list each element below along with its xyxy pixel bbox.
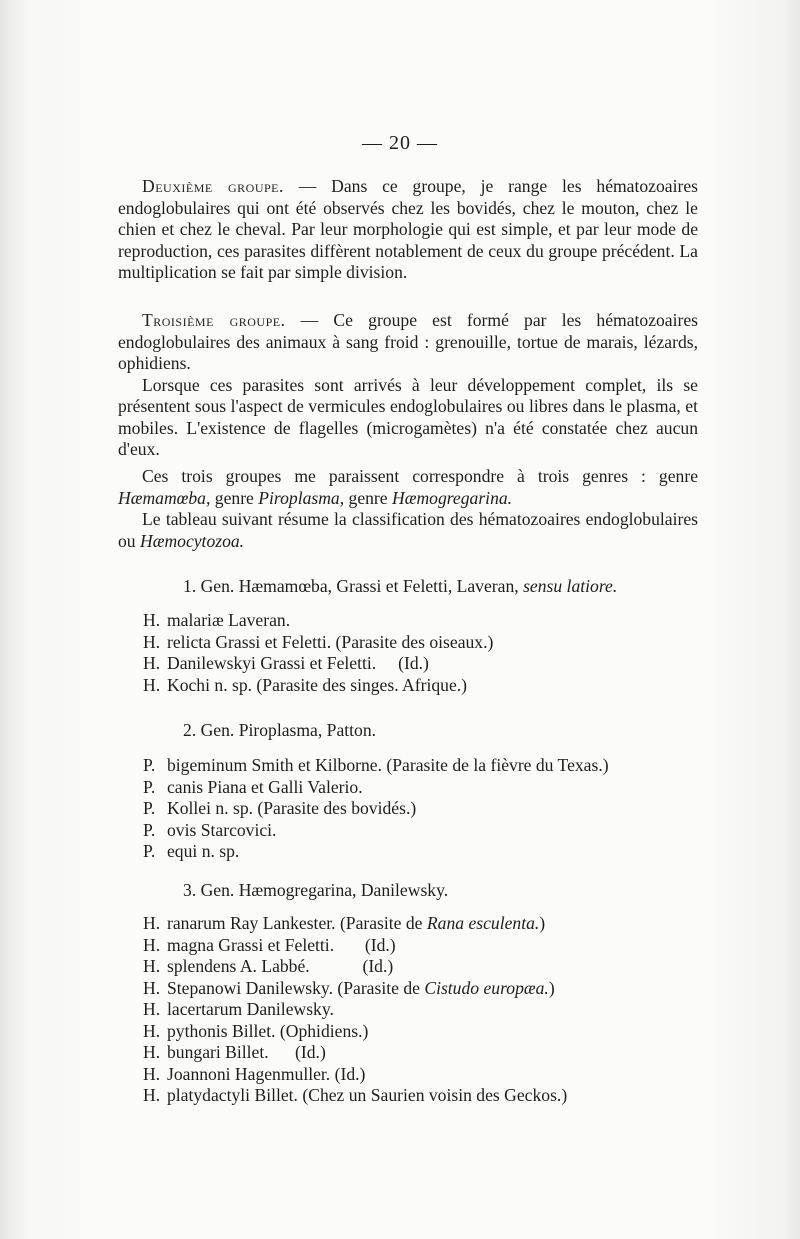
genus-heading-haemamoeba: 1. Gen. Hæmamœba, Grassi et Feletti, Laveran, sensu latiore. bbox=[183, 576, 618, 596]
page-number: — 20 — bbox=[362, 132, 438, 154]
species-list-haemogregarina bbox=[143, 913, 567, 1107]
species-list-haemamoeba bbox=[143, 610, 493, 696]
list-item: H. bungari Billet. (Id.) bbox=[143, 1042, 326, 1062]
list-item: H. magna Grassi et Feletti. (Id.) bbox=[143, 934, 396, 955]
list-item: H. Stepanowi Danilewsky. (Parasite de Cistudo europæa.) bbox=[143, 977, 555, 998]
genus-heading-haemogregarina: 3. Gen. Hæmogregarina, Danilewsky. bbox=[183, 880, 449, 900]
list-item: H. Kochi n. sp. (Parasite des singes. Afrique.) bbox=[143, 674, 468, 695]
list-item: H. relicta Grassi et Feletti. (Parasite des oiseaux.) bbox=[143, 631, 494, 652]
paragraph-development: Lorsque ces parasites sont arrivés à leur développement complet, ils se présentent sous l'aspect de vermicules endoglobulaires ou libres dans le plasma, et mobiles. L'existence de flagelles (microgamètes) n'a été constatée chez aucun d'eux. bbox=[118, 374, 698, 459]
group-name: Hæmocytozoa. bbox=[140, 530, 245, 551]
list-item: H. pythonis Billet. (Ophidiens.) bbox=[143, 1020, 369, 1041]
genus-name: Hæmamœba, bbox=[118, 487, 211, 508]
section-label: Troisième groupe. bbox=[142, 310, 286, 330]
genus-name: Hæmogregarina. bbox=[392, 487, 513, 508]
list-item: H. Danilewskyi Grassi et Feletti. (Id.) bbox=[143, 653, 429, 673]
paragraph-text: — Dans ce groupe, je range les hématozoaires endoglobulaires qui ont été observés chez les bovidés, chez le mouton, chez le chien et chez le cheval. Par leur morphologie qui est simple, et par leur mode de reproduction, ces parasites diffèrent notablement de ceux du groupe précédent. La multiplication se fait par simple division. bbox=[118, 176, 698, 282]
list-item: P. bigeminum Smith et Kilborne. (Parasite de la fièvre du Texas.) bbox=[143, 755, 609, 775]
list-item: P. equi n. sp. bbox=[143, 841, 240, 861]
genus-name: Piroplasma, bbox=[258, 487, 345, 508]
list-item: P. Kollei n. sp. (Parasite des bovidés.) bbox=[143, 798, 417, 818]
list-item: H. malariæ Laveran. bbox=[143, 610, 291, 630]
species-list-piroplasma bbox=[143, 755, 609, 863]
paragraph-deuxieme-groupe bbox=[118, 176, 698, 284]
genus-heading-piroplasma: 2. Gen. Piroplasma, Patton. bbox=[183, 720, 377, 740]
paragraph-genres: Ces trois groupes me paraissent correspondre à trois genres : genre Hæmamœba, genre Piroplasma, genre Hæmogregarina. Le tableau suivant résume la classification des hématozoaires endoglobulaires ou Hæmocytozoa. bbox=[118, 466, 698, 551]
paragraph-text: — Ce groupe est formé par les hématozoaires endoglobulaires des animaux à sang froid : grenouille, tortue de marais, lézards, ophidiens. bbox=[118, 310, 699, 373]
list-item: P. canis Piana et Galli Valerio. bbox=[143, 776, 363, 797]
section-label: Deuxième groupe. bbox=[142, 176, 284, 196]
list-item: H. ranarum Ray Lankester. (Parasite de Rana esculenta.) bbox=[143, 913, 546, 933]
list-item: H. Joannoni Hagenmuller. (Id.) bbox=[143, 1063, 366, 1084]
list-item: H. lacertarum Danilewsky. bbox=[143, 999, 334, 1019]
list-item: H. splendens A. Labbé. (Id.) bbox=[143, 956, 394, 976]
list-item: H. platydactyli Billet. (Chez un Saurien voisin des Geckos.) bbox=[143, 1085, 568, 1105]
list-item: P. ovis Starcovici. bbox=[143, 819, 277, 840]
paragraph-troisieme-groupe bbox=[118, 310, 698, 461]
